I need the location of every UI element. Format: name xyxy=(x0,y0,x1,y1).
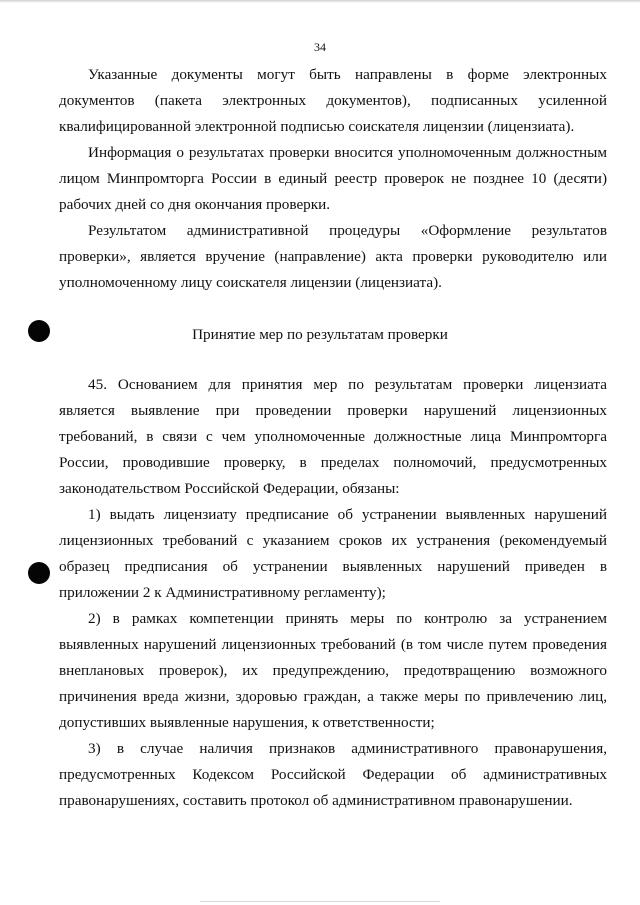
main-text-block xyxy=(59,372,607,814)
paragraph-subitem-2: 2) в рамках компетенции принять меры по контролю за устранением выявленных нарушений лицензионных требований (в том числе путем проведения внеплановых проверок), их предупреждению, предотвращению возможного причинения вреда жизни, здоровью граждан, а также меры по привлечению лиц, допустивших выявленные нарушения, к ответственности; xyxy=(59,610,607,731)
paragraph-item-45: 45. Основанием для принятия мер по результатам проверки лицензиата является выявление при проведении проверки нарушений лицензионных требований, в связи с чем уполномоченные должностные лица Минпромторга России, проводившие проверку, в пределах полномочий, предусмотренных законодательством Российской Федерации, обязаны: xyxy=(59,376,607,497)
top-text-block xyxy=(59,62,607,296)
scan-bottom-edge xyxy=(200,901,440,902)
paragraph-subitem-3: 3) в случае наличия признаков административного правонарушения, предусмотренных Кодексом Российской Федерации об административных правонарушениях, составить протокол об административном правонарушении. xyxy=(59,740,607,809)
paragraph-registry-info: Информация о результатах проверки вносится уполномоченным должностным лицом Минпромторга России в единый реестр проверок не позднее 10 (десяти) рабочих дней со дня окончания проверки. xyxy=(59,144,607,213)
page-number: 34 xyxy=(314,40,326,54)
paragraph-procedure-result: Результатом административной процедуры «Оформление результатов проверки», является вручение (направление) акта проверки руководителю или уполномоченному лицу соискателя лицензии (лицензиата). xyxy=(59,222,607,291)
paragraph-subitem-1: 1) выдать лицензиату предписание об устранении выявленных нарушений лицензионных требований с указанием сроков их устранения (рекомендуемый образец предписания об устранении выявленных нарушений приведен в приложении 2 к Административному регламенту); xyxy=(59,506,607,601)
punch-hole-mark xyxy=(28,562,50,584)
scan-top-edge xyxy=(0,0,640,3)
paragraph-electronic-documents: Указанные документы могут быть направлены в форме электронных документов (пакета электронных документов), подписанных усиленной квалифицированной электронной подписью соискателя лицензии (лицензиата). xyxy=(59,66,607,135)
section-heading: Принятие мер по результатам проверки xyxy=(192,326,448,343)
